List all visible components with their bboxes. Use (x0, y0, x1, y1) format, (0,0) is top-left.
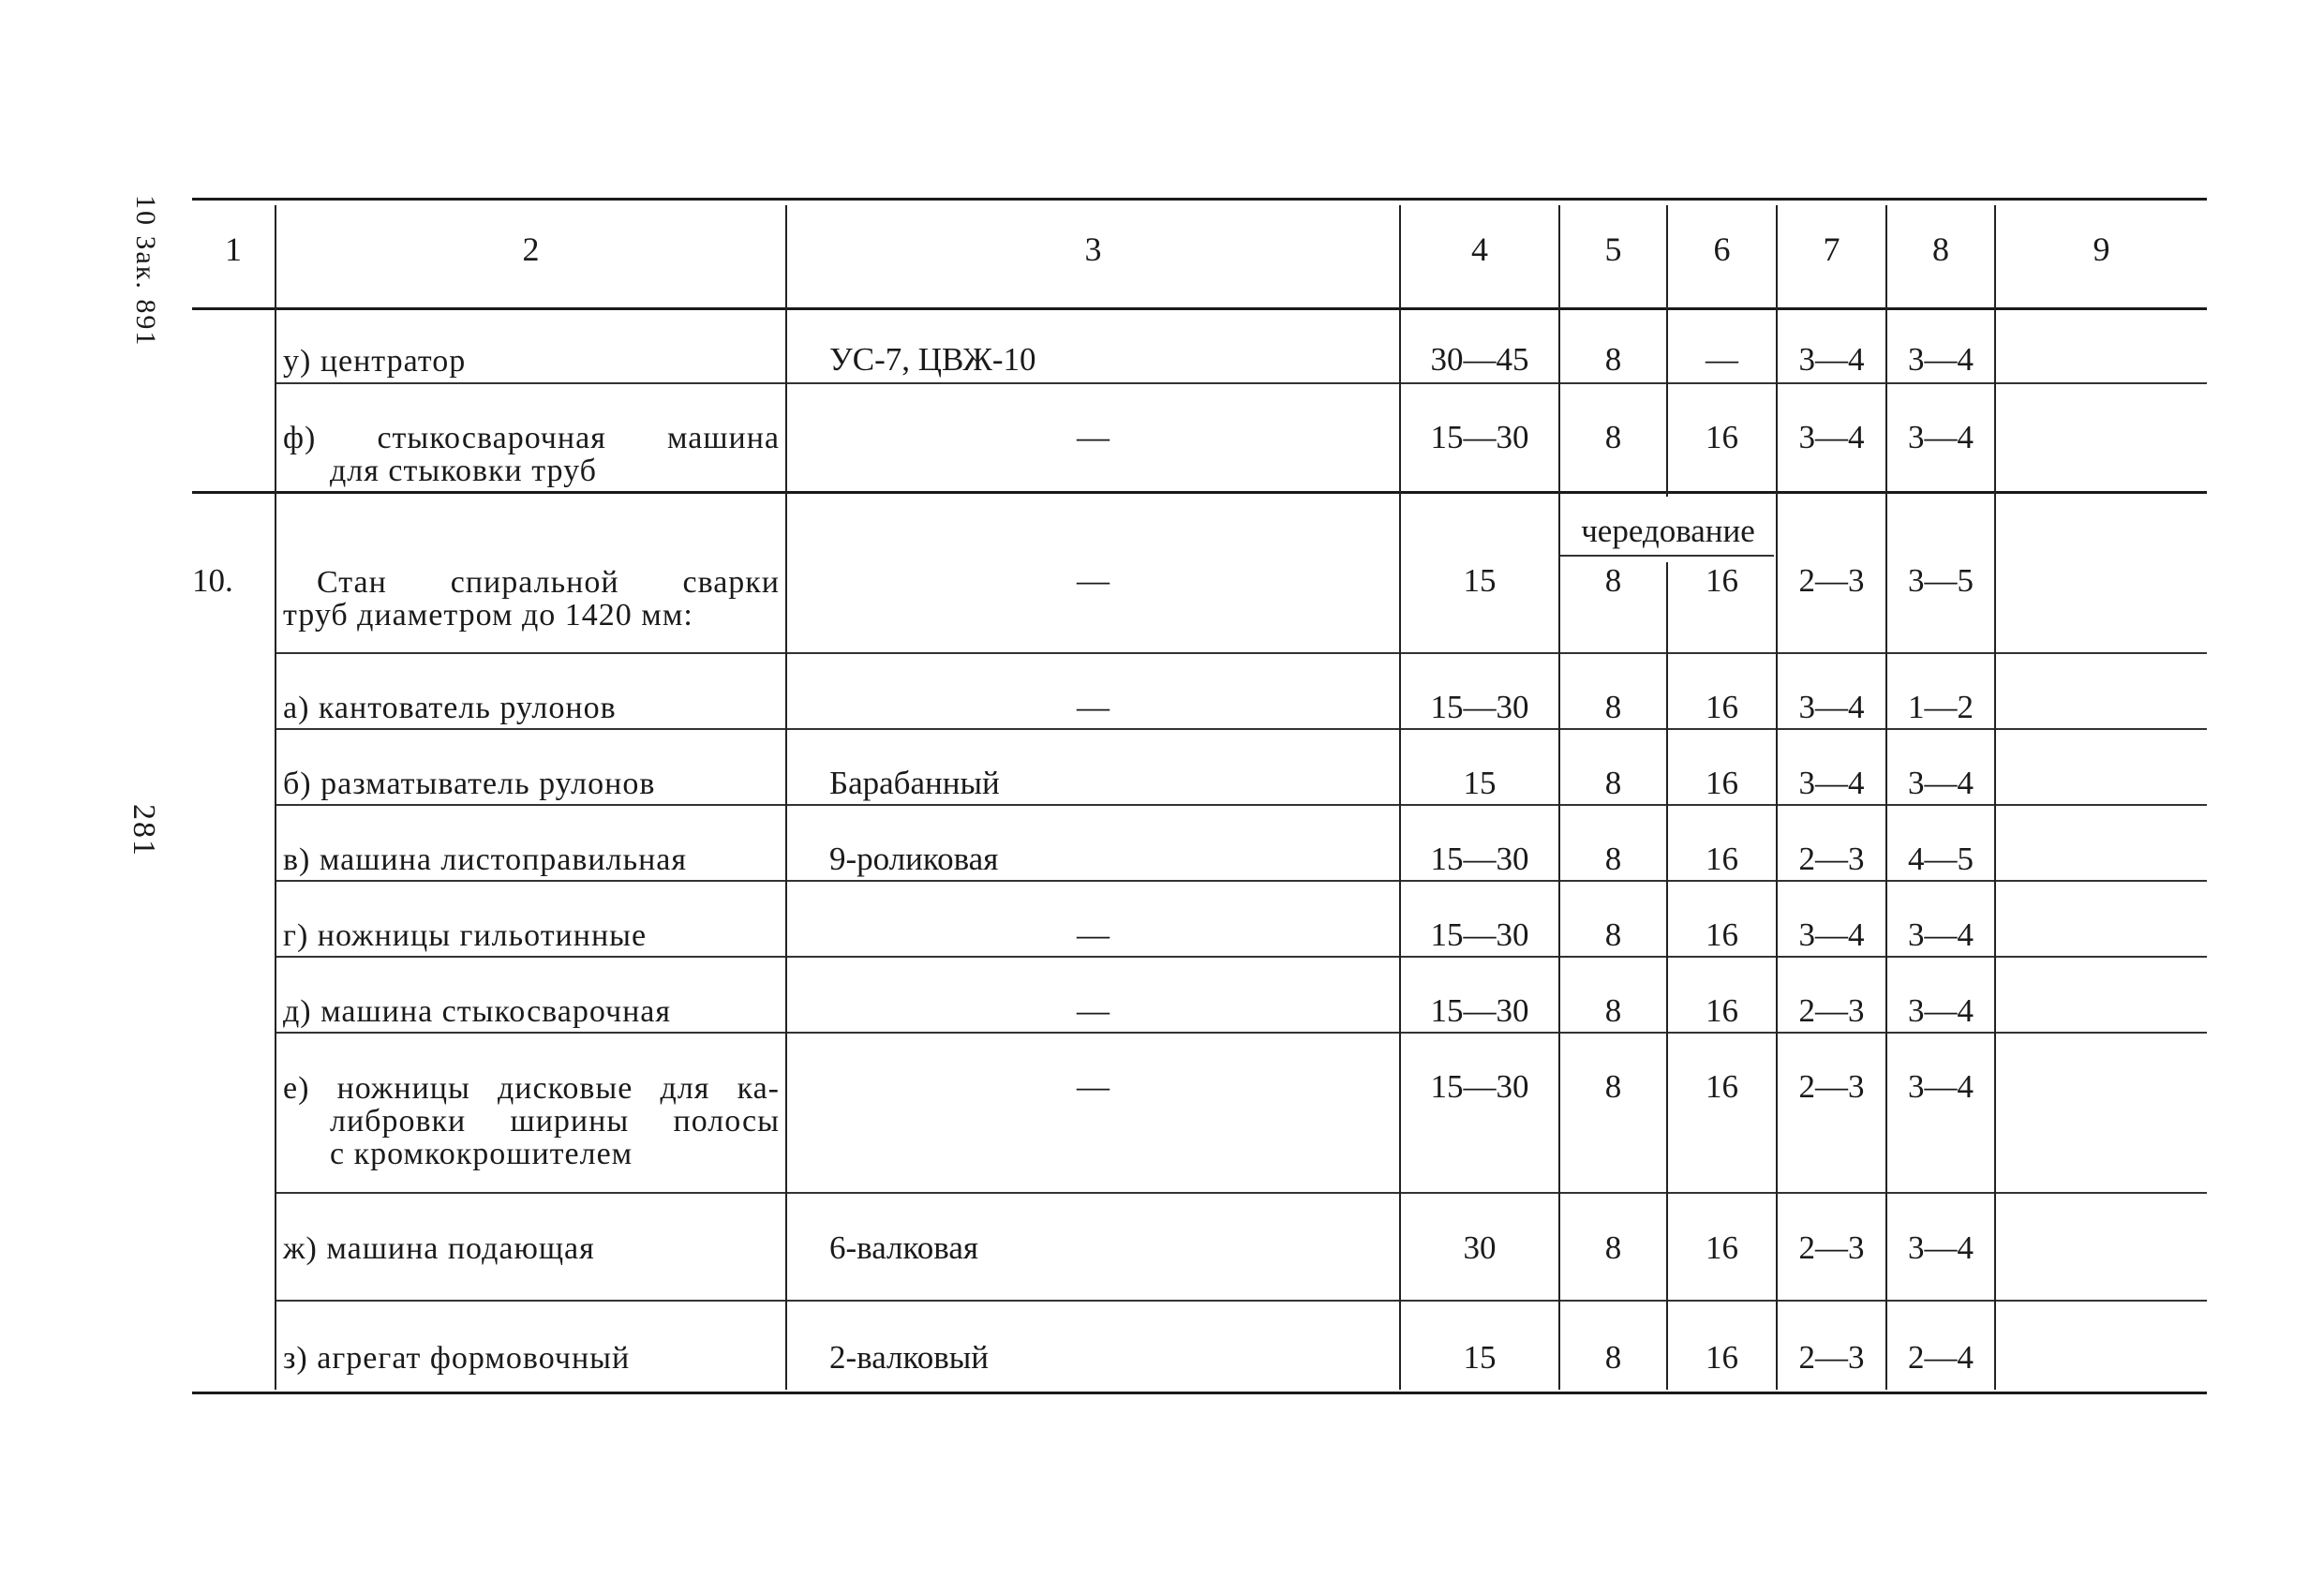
item-type: 6-валковая (829, 1229, 978, 1266)
item-description: е) ножницы дисковые для ка- (283, 1071, 780, 1106)
cell-col7: 2—3 (1798, 841, 1865, 877)
item-description: у) центратор (283, 344, 467, 379)
item-description: ж) машина подающая (283, 1231, 595, 1266)
cell-col5: 8 (1604, 992, 1622, 1029)
cell-col8: 3—4 (1908, 341, 1974, 378)
item-description: труб диаметром до 1420 мм: (283, 598, 693, 633)
item-description: д) машина стыкосварочная (283, 994, 672, 1029)
item-type: — (1077, 1068, 1110, 1105)
cell-col4: 15—30 (1430, 419, 1529, 455)
cell-col8: 4—5 (1908, 841, 1974, 877)
cell-col6: 16 (1706, 916, 1738, 953)
cell-col8: 3—4 (1908, 992, 1974, 1029)
cell-col5: 8 (1604, 1068, 1622, 1105)
cell-col7: 2—3 (1798, 1339, 1865, 1376)
cell-col5: 8 (1604, 916, 1622, 953)
item-description: Стан спиральной сварки (317, 565, 780, 600)
header-cell: 9 (2093, 231, 2110, 268)
cell-col4: 15—30 (1430, 992, 1529, 1029)
item-type: 9-роликовая (829, 841, 999, 877)
group-divider (192, 491, 2207, 494)
item-type: — (1077, 916, 1110, 953)
item-description: для стыковки труб (330, 454, 597, 488)
row-divider (276, 956, 2207, 958)
cell-col8: 3—4 (1908, 916, 1974, 953)
order-note: 10 Зак. 891 (130, 195, 161, 348)
cell-col5: 8 (1604, 419, 1622, 455)
column-rule (785, 205, 787, 1390)
cell-col4: 15—30 (1430, 841, 1529, 877)
item-type: Барабанный (829, 765, 1000, 801)
row-divider (276, 382, 2207, 384)
row-divider (276, 728, 2207, 730)
cell-col4: 30—45 (1430, 341, 1529, 378)
cell-col6: 16 (1706, 1339, 1738, 1376)
cell-col7: 3—4 (1798, 689, 1865, 725)
cell-col4: 15 (1463, 765, 1497, 801)
cell-col7: 2—3 (1798, 992, 1865, 1029)
item-type: — (1077, 992, 1110, 1029)
cell-col7: 2—3 (1798, 1068, 1865, 1105)
alternation-note: чередование (1581, 513, 1755, 549)
cell-col4: 15 (1463, 562, 1497, 599)
cell-col5: 8 (1604, 765, 1622, 801)
cell-col8: 2—4 (1908, 1339, 1974, 1376)
cell-col5: 8 (1604, 562, 1622, 599)
item-description: ф) стыкосварочная машина (283, 421, 780, 455)
row-divider (276, 880, 2207, 882)
row-divider (276, 1192, 2207, 1194)
column-rule (1994, 205, 1996, 1390)
cell-col4: 30 (1463, 1229, 1497, 1266)
cell-col7: 2—3 (1798, 1229, 1865, 1266)
item-type: УС-7, ЦВЖ-10 (829, 341, 1036, 378)
cell-col8: 1—2 (1908, 689, 1974, 725)
header-cell: 3 (1084, 231, 1102, 268)
cell-col8: 3—4 (1908, 1229, 1974, 1266)
item-description: б) разматыватель рулонов (283, 767, 656, 801)
cell-col8: 3—4 (1908, 1068, 1974, 1105)
cell-col5: 8 (1604, 689, 1622, 725)
table-bottom-rule (192, 1392, 2207, 1394)
item-type: — (1077, 689, 1110, 725)
cell-col6: 16 (1706, 1068, 1738, 1105)
header-bottom-rule (192, 307, 2207, 310)
cell-col8: 3—4 (1908, 765, 1974, 801)
item-type: — (1077, 419, 1110, 455)
cell-col4: 15—30 (1430, 916, 1529, 953)
cell-col7: 3—4 (1798, 419, 1865, 455)
cell-col7: 3—4 (1798, 341, 1865, 378)
column-rule (1666, 562, 1668, 1390)
header-cell: 2 (522, 231, 540, 268)
item-description: з) агрегат формовочный (283, 1341, 631, 1376)
cell-col8: 3—4 (1908, 419, 1974, 455)
alternation-rule (1558, 555, 1774, 557)
table-top-rule (192, 198, 2207, 201)
cell-col6: — (1706, 341, 1738, 378)
cell-col5: 8 (1604, 341, 1622, 378)
item-description: либровки ширины полосы (330, 1104, 780, 1139)
cell-col5: 8 (1604, 1229, 1622, 1266)
cell-col4: 15—30 (1430, 689, 1529, 725)
cell-col5: 8 (1604, 841, 1622, 877)
item-description: г) ножницы гильотинные (283, 918, 648, 953)
item-description: в) машина листоправильная (283, 842, 688, 877)
cell-col6: 16 (1706, 841, 1738, 877)
header-cell: 1 (225, 231, 242, 268)
header-cell: 4 (1471, 231, 1488, 268)
cell-col7: 2—3 (1798, 562, 1865, 599)
cell-col5: 8 (1604, 1339, 1622, 1376)
cell-col4: 15 (1463, 1339, 1497, 1376)
row-divider (276, 804, 2207, 806)
item-description: а) кантователь рулонов (283, 691, 617, 725)
item-number: 10. (192, 562, 233, 599)
row-divider (276, 652, 2207, 654)
cell-col8: 3—5 (1908, 562, 1974, 599)
row-divider (276, 1300, 2207, 1302)
page-number: 281 (127, 804, 161, 857)
item-type: 2-валковый (829, 1339, 990, 1376)
cell-col6: 16 (1706, 689, 1738, 725)
header-cell: 7 (1823, 231, 1840, 268)
cell-col6: 16 (1706, 1229, 1738, 1266)
cell-col7: 3—4 (1798, 765, 1865, 801)
item-type: — (1077, 562, 1110, 599)
column-rule (275, 205, 276, 1390)
header-cell: 5 (1604, 231, 1622, 268)
header-cell: 6 (1713, 231, 1731, 268)
header-cell: 8 (1932, 231, 1949, 268)
cell-col6: 16 (1706, 992, 1738, 1029)
cell-col7: 3—4 (1798, 916, 1865, 953)
row-divider (276, 1032, 2207, 1034)
cell-col6: 16 (1706, 562, 1738, 599)
cell-col6: 16 (1706, 765, 1738, 801)
item-description: с кромкокрошителем (330, 1137, 633, 1171)
cell-col4: 15—30 (1430, 1068, 1529, 1105)
cell-col6: 16 (1706, 419, 1738, 455)
